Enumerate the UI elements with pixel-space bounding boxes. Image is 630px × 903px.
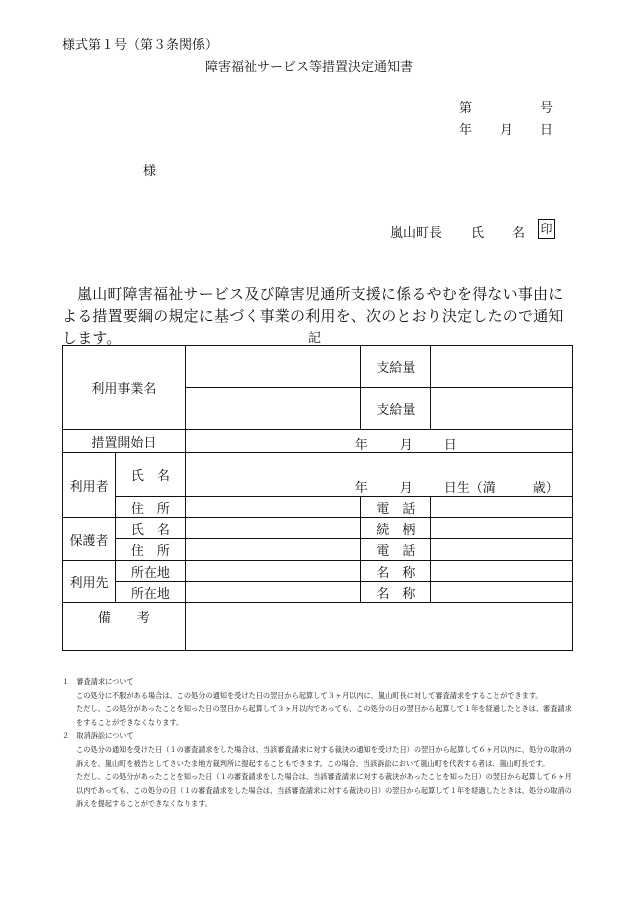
supply-amount-cell-1 [431, 346, 573, 388]
start-date-label: 措置開始日 [63, 430, 186, 453]
decision-table [62, 345, 573, 651]
destination-name-cell-1 [431, 561, 573, 582]
note-1-para-2: ただし、この処分があったことを知った日の翌日から起算して３ヶ月以内であっても、この処分の日の翌日から起算して１年を経過したときは、審査請求をすることができなくなります。 [76, 704, 572, 727]
note-2-title: ２ 取消訴訟について [62, 731, 134, 741]
user-phone-cell [431, 497, 573, 518]
user-name-cell [185, 453, 572, 497]
guardian-name-label: 氏 名 [115, 518, 185, 539]
user-address-cell [185, 497, 361, 518]
guardian-address-label: 住 所 [115, 539, 185, 561]
start-date-cell [185, 430, 572, 453]
addressee-sama: 様 [143, 164, 157, 179]
user-label: 利用者 [63, 453, 116, 518]
document-title: 障害福祉サービス等措置決定通知書 [205, 60, 414, 75]
guardian-name-cell [185, 518, 361, 539]
issue-day: 日 [540, 123, 554, 138]
start-month-unit: 月 [399, 438, 413, 453]
body-paragraph: 嵐山町障害福祉サービス及び障害児通所支援に係るやむを得ない事由による措置要綱の規定に基づく事業の利用を、次のとおり決定したので通知します。 [62, 285, 564, 347]
destination-label: 利用先 [63, 561, 116, 603]
note-2-para-1: この処分の通知を受けた日（１の審査請求をした場合は、当該審査請求に対する裁決の通知を受けた日）の翌日から起算して６ヶ月以内に、処分の取消の訴えを、嵐山町を被告としてさいたま地方裁判所に提起することもできます。この場合、当該訴訟において嵐山町を代表する者は、嵐山町長です。 [76, 744, 572, 768]
sender-office: 嵐山町長 [390, 226, 443, 241]
user-address-label: 住 所 [115, 497, 185, 518]
user-phone-label: 電 話 [361, 497, 431, 518]
birth-year-unit: 年 [354, 481, 368, 496]
birth-day-unit: 日生（満 [443, 481, 496, 496]
service-name-cell-2 [185, 388, 361, 430]
start-year-unit: 年 [354, 438, 368, 453]
service-name-cell-1 [185, 346, 361, 388]
destination-location-cell-1 [185, 561, 361, 582]
age-unit: 歳） [532, 481, 559, 496]
guardian-relation-label: 続 柄 [361, 518, 431, 539]
destination-location-label-1: 所在地 [115, 561, 185, 582]
remarks-cell [185, 603, 572, 651]
sender-shi: 氏 [471, 226, 485, 241]
start-day-unit: 日 [443, 438, 457, 453]
issue-month: 月 [500, 123, 514, 138]
supply-amount-label-2: 支給量 [361, 388, 431, 430]
guardian-phone-cell [431, 539, 573, 561]
seal-mark: 印 [538, 219, 555, 239]
destination-name-label-2: 名 称 [361, 582, 431, 603]
notes-section [62, 675, 572, 811]
issue-dai: 第 [459, 101, 473, 116]
supply-amount-label-1: 支給量 [361, 346, 431, 388]
note-1-para-1: この処分に不服がある場合は、この処分の通知を受けた日の翌日から起算して３ヶ月以内に、嵐山町長に対して審査請求をすることができます。 [76, 690, 543, 700]
guardian-relation-cell [431, 518, 573, 539]
destination-location-label-2: 所在地 [115, 582, 185, 603]
remarks-label: 備 考 [63, 603, 186, 651]
issue-go: 号 [540, 101, 554, 116]
issue-year: 年 [459, 123, 473, 138]
destination-name-cell-2 [431, 582, 573, 603]
note-1-title: １ 審査請求について [62, 677, 134, 686]
sender-mei: 名 [512, 226, 526, 241]
destination-location-cell-2 [185, 582, 361, 603]
guardian-address-cell [185, 539, 361, 561]
birth-month-unit: 月 [399, 481, 413, 496]
destination-name-label-1: 名 称 [361, 561, 431, 582]
note-2-para-2: ただし、この処分があったことを知った日（１の審査請求をした場合は、当該審査請求に対する裁決があったことを知った日）の翌日から起算して６ヶ月以内であっても、この処分の日（１の審査請求をした場合は、当該審査請求に対する裁決の日）の翌日から起算して１年を経過したときは、処分の取消の訴えを提起することができなくなります。 [76, 772, 572, 809]
user-name-label: 氏 名 [115, 453, 185, 497]
supply-amount-cell-2 [431, 388, 573, 430]
guardian-label: 保護者 [63, 518, 116, 561]
ki-heading: 記 [308, 331, 322, 346]
form-number: 様式第１号（第３条関係） [62, 38, 219, 53]
service-name-label: 利用事業名 [63, 346, 186, 430]
guardian-phone-label: 電 話 [361, 539, 431, 561]
